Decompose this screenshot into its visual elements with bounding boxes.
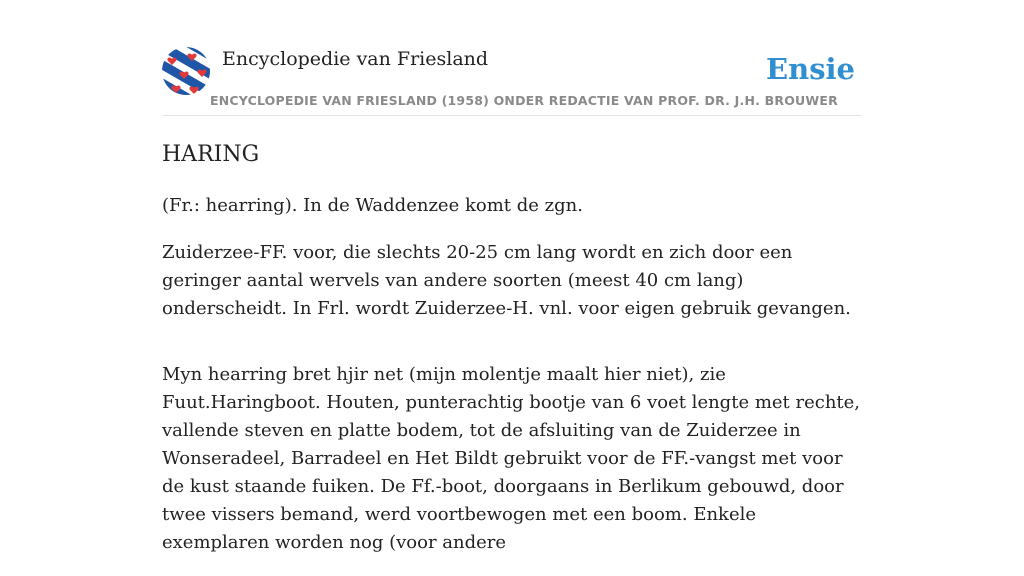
article-title: HARING [162, 142, 260, 167]
header-divider [162, 115, 862, 116]
article-paragraph: Myn hearring bret hjir net (mijn molentje maalt hier niet), zie Fuut.Haringboot. Houten, punterachtig bootje van 6 voet lengte met rechte, vallende steven en platte bodem, tot de afsluiting van de Zuiderzee in Wonseradeel, Barradeel en Het Bildt gebruikt voor de FF.-vangst met voor de kust staande fuiken. De Ff.-boot, doorgaans in Berlikum gebouwd, door twee vissers bemand, werd voortbewogen met een boom. Enkele exemplaren worden nog (voor andere [162, 364, 861, 553]
site-title[interactable]: Encyclopedie van Friesland [222, 48, 489, 70]
article-intro: (Fr.: hearring). In de Waddenzee komt de zgn. [162, 195, 583, 216]
source-subtitle: ENCYCLOPEDIE VAN FRIESLAND (1958) ONDER REDACTIE VAN PROF. DR. J.H. BROUWER [210, 93, 838, 108]
friesland-flag-icon[interactable] [162, 47, 210, 95]
paragraph-spacer [162, 342, 862, 361]
article-body [162, 192, 862, 576]
brand-logo[interactable]: Ensie [766, 52, 855, 86]
article-paragraph: Zuiderzee-FF. voor, die slechts 20-25 cm lang wordt en zich door een geringer aantal wervels van andere soorten (meest 40 cm lang) onderscheidt. In Frl. wordt Zuiderzee-H. vnl. voor eigen gebruik gevangen. [162, 242, 851, 319]
